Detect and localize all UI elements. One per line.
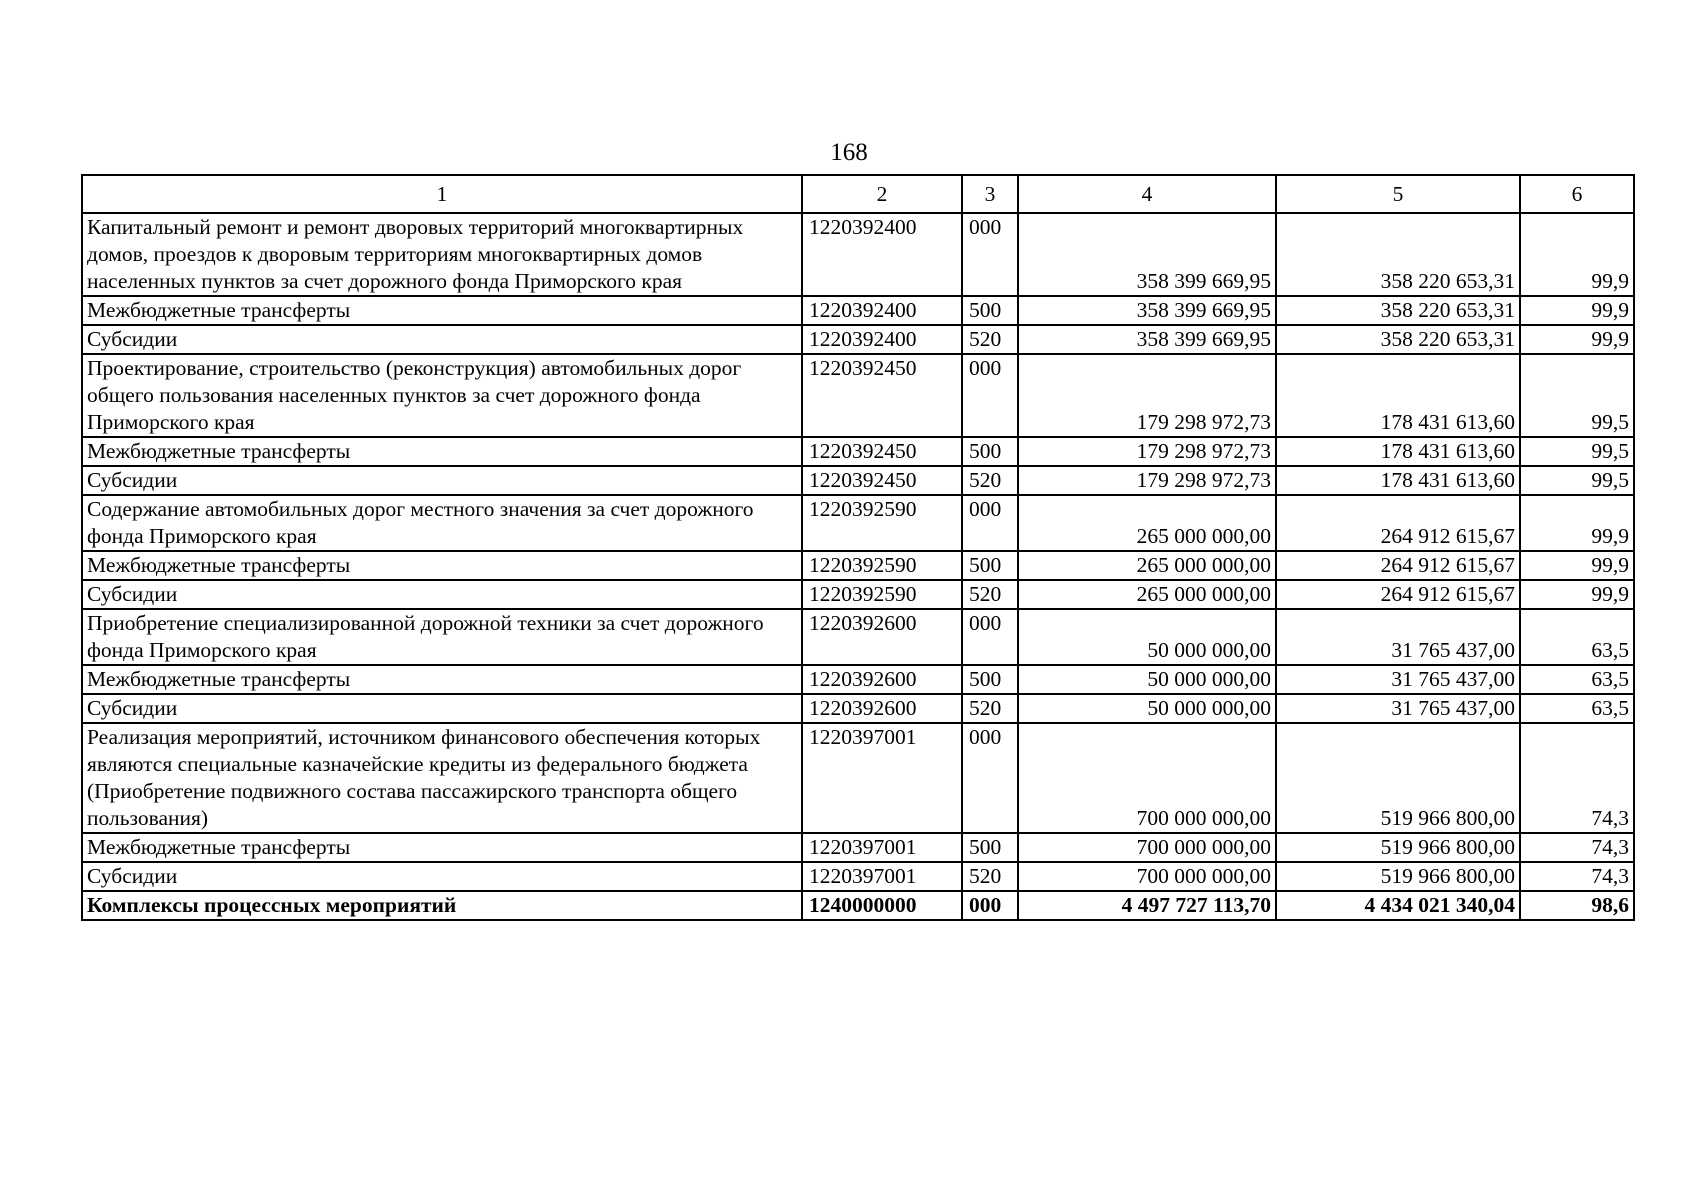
row-type: 500 bbox=[962, 551, 1018, 580]
row-type: 520 bbox=[962, 862, 1018, 891]
row-fact-amount: 358 220 653,31 bbox=[1276, 213, 1520, 296]
row-fact-amount: 264 912 615,67 bbox=[1276, 580, 1520, 609]
row-name: Реализация мероприятий, источником финансового обеспечения которых являются специальные казначейские кредиты из федерального бюджета (Приобретение подвижного состава пассажирского транспорта общего пользования) bbox=[82, 723, 802, 833]
row-name: Межбюджетные трансферты bbox=[82, 833, 802, 862]
row-fact-amount: 31 765 437,00 bbox=[1276, 609, 1520, 665]
row-plan-amount: 265 000 000,00 bbox=[1018, 551, 1276, 580]
table-row bbox=[82, 665, 1634, 694]
row-code: 1220397001 bbox=[802, 833, 962, 862]
table-row bbox=[82, 466, 1634, 495]
row-percent: 63,5 bbox=[1520, 665, 1634, 694]
row-percent: 99,9 bbox=[1520, 580, 1634, 609]
row-percent: 63,5 bbox=[1520, 694, 1634, 723]
row-type: 500 bbox=[962, 833, 1018, 862]
budget-table bbox=[81, 174, 1635, 921]
row-code: 1220392450 bbox=[802, 466, 962, 495]
row-type: 520 bbox=[962, 694, 1018, 723]
table-row bbox=[82, 495, 1634, 551]
row-percent: 99,5 bbox=[1520, 354, 1634, 437]
row-code: 1220392600 bbox=[802, 609, 962, 665]
row-plan-amount: 700 000 000,00 bbox=[1018, 833, 1276, 862]
row-code: 1220392600 bbox=[802, 694, 962, 723]
table-row bbox=[82, 694, 1634, 723]
row-code: 1220392590 bbox=[802, 495, 962, 551]
table-row bbox=[82, 833, 1634, 862]
table-row bbox=[82, 213, 1634, 296]
row-plan-amount: 50 000 000,00 bbox=[1018, 665, 1276, 694]
table-row bbox=[82, 891, 1634, 920]
row-code: 1220392590 bbox=[802, 580, 962, 609]
row-percent: 99,9 bbox=[1520, 325, 1634, 354]
column-header-4: 4 bbox=[1018, 175, 1276, 213]
row-plan-amount: 265 000 000,00 bbox=[1018, 495, 1276, 551]
row-name: Субсидии bbox=[82, 466, 802, 495]
row-type: 000 bbox=[962, 495, 1018, 551]
row-type: 520 bbox=[962, 325, 1018, 354]
row-fact-amount: 519 966 800,00 bbox=[1276, 723, 1520, 833]
row-plan-amount: 700 000 000,00 bbox=[1018, 862, 1276, 891]
row-fact-amount: 264 912 615,67 bbox=[1276, 551, 1520, 580]
row-percent: 99,9 bbox=[1520, 296, 1634, 325]
row-fact-amount: 178 431 613,60 bbox=[1276, 466, 1520, 495]
row-plan-amount: 358 399 669,95 bbox=[1018, 325, 1276, 354]
row-type: 520 bbox=[962, 580, 1018, 609]
row-plan-amount: 358 399 669,95 bbox=[1018, 213, 1276, 296]
row-name: Комплексы процессных мероприятий bbox=[82, 891, 802, 920]
column-header-1: 1 bbox=[82, 175, 802, 213]
row-fact-amount: 264 912 615,67 bbox=[1276, 495, 1520, 551]
row-type: 000 bbox=[962, 213, 1018, 296]
row-fact-amount: 178 431 613,60 bbox=[1276, 354, 1520, 437]
page-number: 168 bbox=[830, 139, 868, 166]
table-row bbox=[82, 296, 1634, 325]
row-name: Субсидии bbox=[82, 694, 802, 723]
row-percent: 63,5 bbox=[1520, 609, 1634, 665]
row-type: 000 bbox=[962, 891, 1018, 920]
row-name: Межбюджетные трансферты bbox=[82, 296, 802, 325]
row-name: Субсидии bbox=[82, 325, 802, 354]
row-plan-amount: 265 000 000,00 bbox=[1018, 580, 1276, 609]
row-code: 1220392400 bbox=[802, 296, 962, 325]
row-fact-amount: 358 220 653,31 bbox=[1276, 325, 1520, 354]
row-plan-amount: 358 399 669,95 bbox=[1018, 296, 1276, 325]
table-row bbox=[82, 325, 1634, 354]
table-header-row bbox=[82, 175, 1634, 213]
row-percent: 98,6 bbox=[1520, 891, 1634, 920]
row-percent: 99,9 bbox=[1520, 551, 1634, 580]
column-header-2: 2 bbox=[802, 175, 962, 213]
row-percent: 74,3 bbox=[1520, 833, 1634, 862]
row-name: Межбюджетные трансферты bbox=[82, 665, 802, 694]
row-name: Субсидии bbox=[82, 862, 802, 891]
row-fact-amount: 519 966 800,00 bbox=[1276, 862, 1520, 891]
table-row bbox=[82, 354, 1634, 437]
table-row bbox=[82, 862, 1634, 891]
table-row bbox=[82, 580, 1634, 609]
row-code: 1220392600 bbox=[802, 665, 962, 694]
row-type: 520 bbox=[962, 466, 1018, 495]
row-percent: 74,3 bbox=[1520, 723, 1634, 833]
table-row bbox=[82, 609, 1634, 665]
row-code: 1220392450 bbox=[802, 354, 962, 437]
row-percent: 74,3 bbox=[1520, 862, 1634, 891]
row-code: 1220392400 bbox=[802, 325, 962, 354]
row-name: Субсидии bbox=[82, 580, 802, 609]
row-name: Межбюджетные трансферты bbox=[82, 551, 802, 580]
row-type: 000 bbox=[962, 723, 1018, 833]
row-plan-amount: 179 298 972,73 bbox=[1018, 354, 1276, 437]
row-code: 1220392400 bbox=[802, 213, 962, 296]
row-name: Содержание автомобильных дорог местного значения за счет дорожного фонда Приморского края bbox=[82, 495, 802, 551]
column-header-6: 6 bbox=[1520, 175, 1634, 213]
row-plan-amount: 4 497 727 113,70 bbox=[1018, 891, 1276, 920]
row-name: Проектирование, строительство (реконструкция) автомобильных дорог общего пользования населенных пунктов за счет дорожного фонда Приморского края bbox=[82, 354, 802, 437]
row-name: Приобретение специализированной дорожной техники за счет дорожного фонда Приморского края bbox=[82, 609, 802, 665]
row-type: 500 bbox=[962, 296, 1018, 325]
row-fact-amount: 31 765 437,00 bbox=[1276, 665, 1520, 694]
row-plan-amount: 700 000 000,00 bbox=[1018, 723, 1276, 833]
row-percent: 99,9 bbox=[1520, 495, 1634, 551]
row-code: 1220392450 bbox=[802, 437, 962, 466]
table-row bbox=[82, 723, 1634, 833]
row-code: 1220397001 bbox=[802, 862, 962, 891]
table-row bbox=[82, 551, 1634, 580]
row-fact-amount: 31 765 437,00 bbox=[1276, 694, 1520, 723]
row-type: 500 bbox=[962, 665, 1018, 694]
row-name: Капитальный ремонт и ремонт дворовых территорий многоквартирных домов, проездов к дворовым территориям многоквартирных домов населенных пунктов за счет дорожного фонда Приморского края bbox=[82, 213, 802, 296]
row-type: 500 bbox=[962, 437, 1018, 466]
row-code: 1240000000 bbox=[802, 891, 962, 920]
row-plan-amount: 179 298 972,73 bbox=[1018, 466, 1276, 495]
row-code: 1220392590 bbox=[802, 551, 962, 580]
row-plan-amount: 50 000 000,00 bbox=[1018, 694, 1276, 723]
row-code: 1220397001 bbox=[802, 723, 962, 833]
row-percent: 99,5 bbox=[1520, 466, 1634, 495]
row-name: Межбюджетные трансферты bbox=[82, 437, 802, 466]
row-type: 000 bbox=[962, 354, 1018, 437]
row-fact-amount: 519 966 800,00 bbox=[1276, 833, 1520, 862]
column-header-3: 3 bbox=[962, 175, 1018, 213]
row-plan-amount: 179 298 972,73 bbox=[1018, 437, 1276, 466]
row-plan-amount: 50 000 000,00 bbox=[1018, 609, 1276, 665]
row-percent: 99,5 bbox=[1520, 437, 1634, 466]
row-percent: 99,9 bbox=[1520, 213, 1634, 296]
row-fact-amount: 358 220 653,31 bbox=[1276, 296, 1520, 325]
row-fact-amount: 178 431 613,60 bbox=[1276, 437, 1520, 466]
row-fact-amount: 4 434 021 340,04 bbox=[1276, 891, 1520, 920]
table-row bbox=[82, 437, 1634, 466]
row-type: 000 bbox=[962, 609, 1018, 665]
column-header-5: 5 bbox=[1276, 175, 1520, 213]
